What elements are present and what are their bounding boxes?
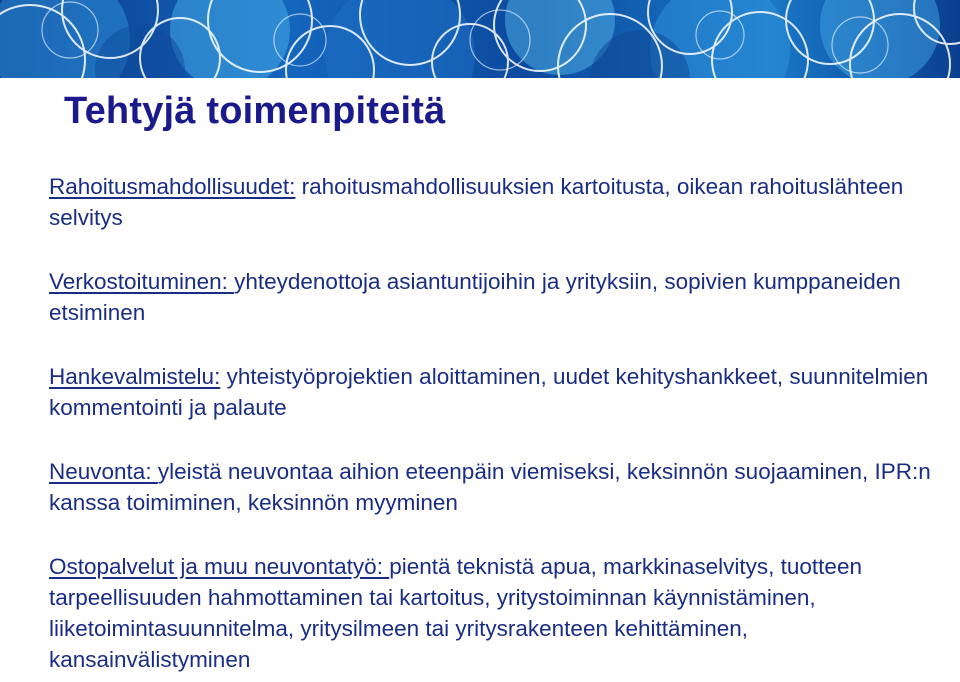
- item-text: rahoitusmahdollisuuksien kartoitusta, oikean rahoituslähteen selvitys: [49, 174, 904, 230]
- list-item: [49, 361, 949, 423]
- circle-pattern-image: [0, 0, 960, 78]
- item-text: yhteydenottoja asiantuntijoihin ja yrityksiin, sopivien kumppaneiden etsiminen: [49, 269, 901, 325]
- header-banner: [0, 0, 960, 78]
- item-term: Ostopalvelut ja muu neuvontatyö:: [49, 554, 390, 579]
- list-item: [49, 456, 949, 518]
- item-term: Rahoitusmahdollisuudet:: [49, 174, 296, 199]
- item-term: Verkostoituminen:: [49, 269, 235, 294]
- slide-title: Tehtyjä toimenpiteitä: [64, 90, 446, 132]
- list-item: [49, 171, 949, 233]
- item-term: Neuvonta:: [49, 459, 158, 484]
- item-text: yhteistyöprojektien aloittaminen, uudet kehityshankkeet, suunnitelmien kommentointi ja palaute: [49, 364, 929, 420]
- item-term: Hankevalmistelu:: [49, 364, 221, 389]
- list-item: [49, 266, 949, 328]
- list-item: [49, 551, 949, 675]
- item-text: pientä teknistä apua, markkinaselvitys, tuotteen tarpeellisuuden hahmottaminen tai kartoitus, yritystoiminnan käynnistäminen, liiketoimintasuunnitelma, yritysilmeen tai yritysrakenteen kehittäminen, kansainvälistyminen: [49, 554, 862, 672]
- item-text: yleistä neuvontaa aihion eteenpäin viemiseksi, keksinnön suojaaminen, IPR:n kanssa toimiminen, keksinnön myyminen: [49, 459, 931, 515]
- content-list: [49, 171, 949, 675]
